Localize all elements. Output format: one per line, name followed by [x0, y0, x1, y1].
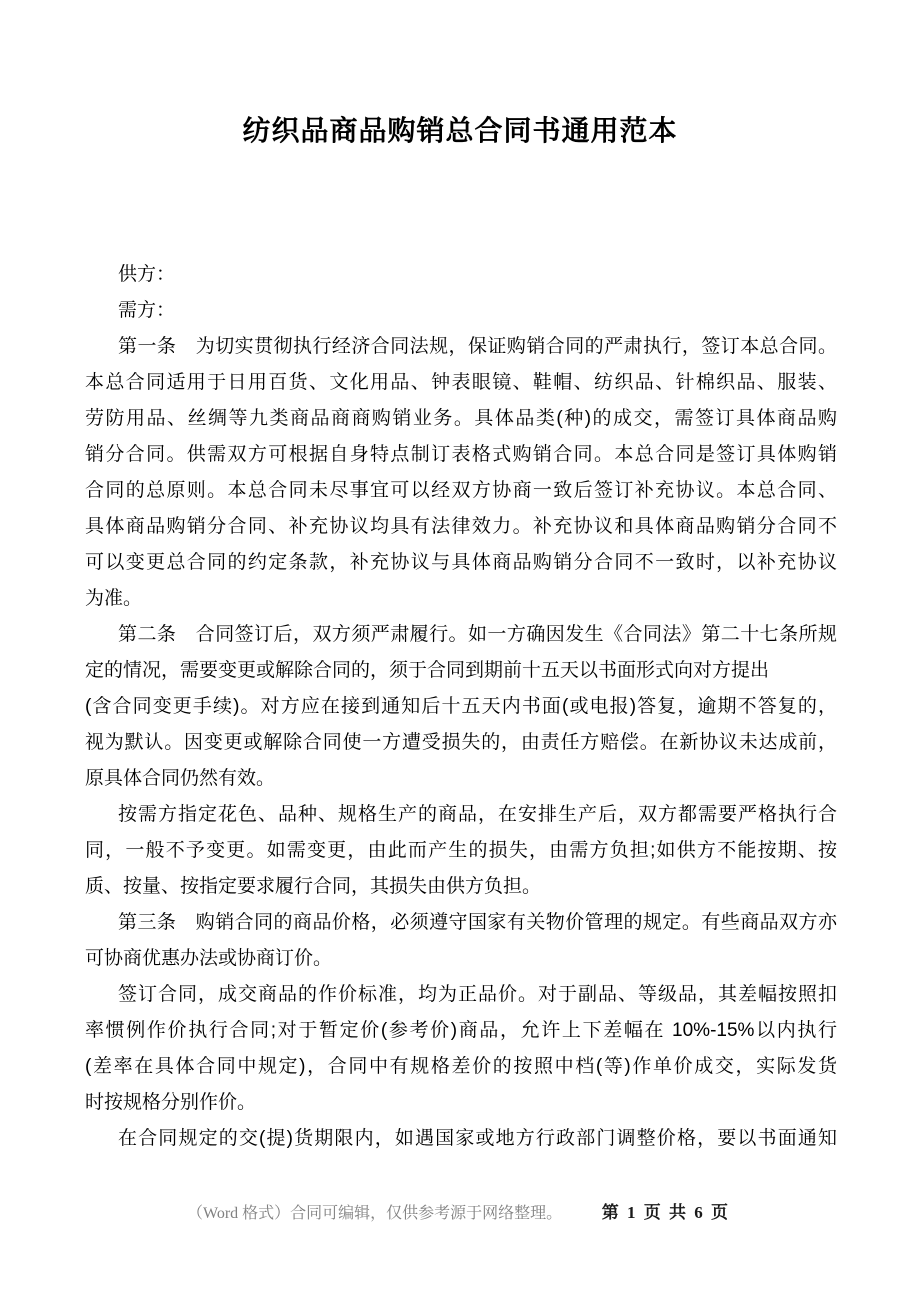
footer-note: （Word 格式）合同可编辑，仅供参考源于网络整理。	[187, 1205, 563, 1222]
text-line: 第三条 购销合同的商品价格，必须遵守国家有关物价管理的规定。有些商品双方亦	[118, 912, 837, 933]
text-line: 可协商优惠办法或协商订价。	[85, 948, 333, 969]
text-line: 在合同规定的交(提)货期限内，如遇国家或地方行政部门调整价格，要以书面通知	[118, 1128, 837, 1149]
text-line: (差率在具体合同中规定)，合同中有规格差价的按照中档(等)作单价成交，实际发货	[85, 1056, 837, 1077]
text-line: 第二条 合同签订后，双方须严肃履行。如一方确因发生《合同法》第二十七条所规	[118, 624, 837, 645]
text-line: 第一条 为切实贯彻执行经济合同法规，保证购销合同的严肃执行，签订本总合同。	[118, 336, 837, 357]
text-line: 具体商品购销分合同、补充协议均具有法律效力。补充协议和具体商品购销分合同不	[85, 516, 837, 537]
text-line: 率惯例作价执行合同;对于暂定价(参考价)商品，允许上下差幅在 10%-15%以内执行	[85, 1020, 837, 1041]
text-line: 视为默认。因变更或解除合同使一方遭受损失的，由责任方赔偿。在新协议未达成前，	[85, 732, 837, 753]
text-line: 定的情况，需要变更或解除合同的，须于合同到期前十五天以书面形式向对方提出	[85, 660, 770, 681]
text-line: 按需方指定花色、品种、规格生产的商品，在安排生产后，双方都需要严格执行合	[118, 804, 837, 825]
text-line: 可以变更总合同的约定条款，补充协议与具体商品购销分合同不一致时，以补充协议	[85, 552, 837, 573]
text-line: 签订合同，成交商品的作价标准，均为正品价。对于副品、等级品，其差幅按照扣	[118, 984, 837, 1005]
page-footer	[85, 1202, 837, 1225]
document-title: 纺织品商品购销总合同书通用范本	[242, 115, 678, 146]
text-line: (含合同变更手续)。对方应在接到通知后十五天内书面(或电报)答复，逾期不答复的，	[85, 696, 837, 717]
text-line: 销分合同。供需双方可根据自身特点制订表格式购销合同。本总合同是签订具体购销	[85, 444, 837, 465]
text-line: 原具体合同仍然有效。	[85, 768, 276, 789]
text-line: 劳防用品、丝绸等九类商品商商购销业务。具体品类(种)的成交，需签订具体商品购	[85, 408, 837, 429]
page-indicator: 第 1 页 共 6 页	[601, 1203, 730, 1222]
text-line: 合同的总原则。本总合同未尽事宜可以经双方协商一致后签订补充协议。本总合同、	[85, 480, 837, 501]
text-line: 需方：	[118, 300, 176, 321]
text-line: 为准。	[85, 588, 143, 609]
text-line: 供方：	[118, 264, 176, 285]
text-line: 同，一般不予变更。如需变更，由此而产生的损失，由需方负担;如供方不能按期、按	[85, 840, 837, 861]
text-line: 质、按量、按指定要求履行合同，其损失由供方负担。	[85, 876, 542, 897]
document-body	[85, 257, 837, 1157]
text-line: 本总合同适用于日用百货、文化用品、钟表眼镜、鞋帽、纺织品、针棉织品、服装、	[85, 372, 837, 393]
text-line: 时按规格分别作价。	[85, 1092, 257, 1113]
